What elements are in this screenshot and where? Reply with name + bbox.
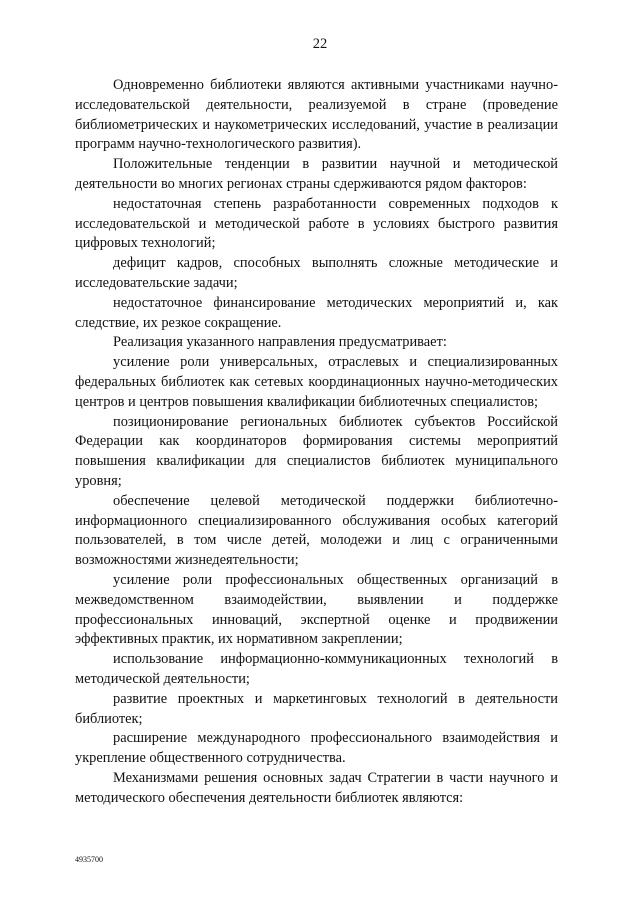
list-item-ict: использование информационно-коммуникационных технологий в методической деятельности; <box>75 651 558 687</box>
list-item-staff-deficit: дефицит кадров, способных выполнять сложные методические и исследовательские задачи; <box>75 255 558 291</box>
list-item-international: расширение международного профессионального взаимодействия и укрепление общественного сотрудничества. <box>75 730 558 767</box>
document-body <box>75 76 558 808</box>
list-item-funding: недостаточное финансирование методических мероприятий и, как следствие, их резкое сокращение. <box>75 294 558 331</box>
paragraph-trends: Положительные тенденции в развитии научной и методической деятельности во многих регионах страны сдерживаются рядом факторов: <box>75 156 558 192</box>
document-code: 4935700 <box>75 855 103 864</box>
list-item-methodical-support: обеспечение целевой методической поддержки библиотечно-информационного специализированного обслуживания особых категорий пользователей, в том числе детей, молодежи и лиц с ограниченными возможностями жизнедеятельности; <box>75 492 558 569</box>
list-item-professional-organizations: усиление роли профессиональных общественных организаций в межведомственном взаимодействии, выявлении и поддержке профессиональных инноваций, экспертной оценке и продвижении эффективных практик, их нормативном закреплении; <box>75 571 558 648</box>
list-item-marketing: развитие проектных и маркетинговых технологий в деятельности библиотек; <box>75 690 558 727</box>
paragraph-mechanisms: Механизмами решения основных задач Стратегии в части научного и методического обеспечения деятельности библиотек являются: <box>75 769 558 806</box>
list-item-approaches: недостаточная степень разработанности современных подходов к исследовательской и методической работе в условиях быстрого развития цифровых технологий; <box>75 195 558 252</box>
page-number: 22 <box>312 36 328 52</box>
list-item-regional-libraries: позиционирование региональных библиотек субъектов Российской Федерации как координаторов формирования системы мероприятий повышения квалификации для специалистов библиотек муниципального уровня; <box>75 413 558 489</box>
paragraph-intro: Одновременно библиотеки являются активными участниками научно-исследовательской деятельности, реализуемой в стране (проведение библиометрических и наукометрических исследований, участие в реализации программ научно-технологического развития). <box>75 77 558 153</box>
list-item-federal-libraries: усиление роли универсальных, отраслевых и специализированных федеральных библиотек как сетевых координационных научно-методических центров и центров повышения квалификации библиотечных специалистов; <box>75 354 558 410</box>
paragraph-implementation: Реализация указанного направления предусматривает: <box>113 334 447 351</box>
